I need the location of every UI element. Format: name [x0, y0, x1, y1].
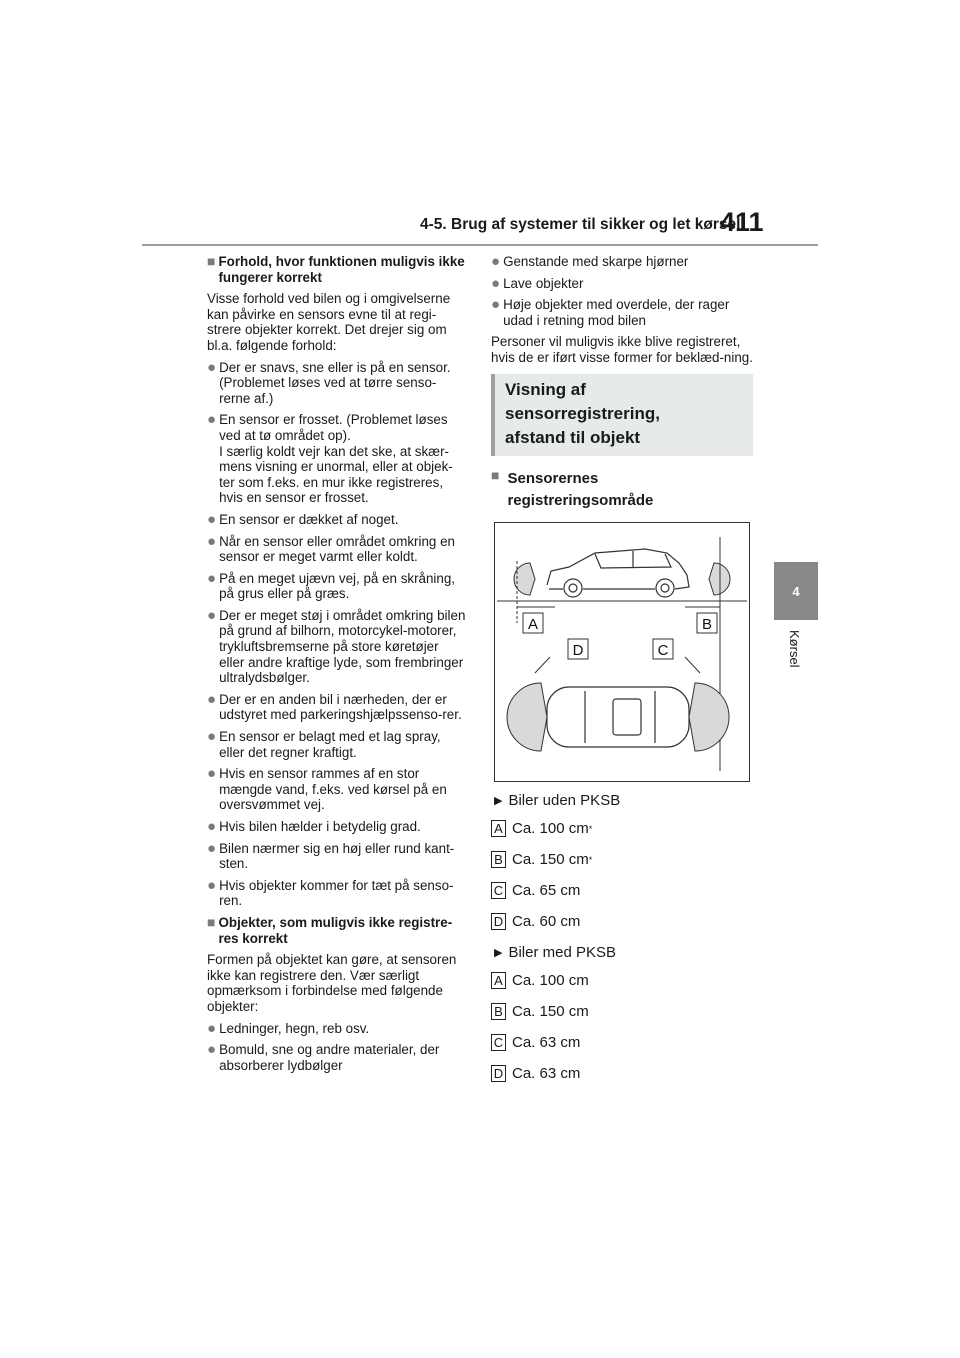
variant-heading: ▶ Biler uden PKSB — [491, 790, 755, 812]
right-column — [491, 254, 755, 1094]
rear-corner-zone — [689, 683, 729, 751]
sensor-diagram-svg — [495, 523, 749, 781]
list-item: ● Bilen nærmer sig en høj eller rund kant-sten. — [207, 839, 455, 872]
round-bullet-icon: ● — [491, 274, 501, 292]
list-item: ● Genstande med skarpe hjørner — [491, 253, 689, 270]
paragraph: Personer vil muligvis ikke blive registreret, hvis de er iført visse former for beklæd-ning. — [491, 334, 753, 365]
list-item: ● Der er meget støj i området omkring bilen på grund af bilhorn, motorcykel-motorer, trykluftsbremserne på store køretøjer eller andre kraftige lyde, som frembringer ultralydsbølger. — [207, 606, 466, 686]
list-item: ● Bomuld, sne og andre materialer, der absorberer lydbølger — [207, 1041, 440, 1073]
round-bullet-icon: ● — [207, 839, 217, 857]
section-heading: ■ Forhold, hvor funktionen muligvis ikke fungerer korrekt — [207, 253, 465, 285]
car-side-view-icon — [547, 549, 689, 597]
label-d: D — [572, 641, 584, 659]
round-bullet-icon: ● — [207, 510, 217, 528]
list-item: ● Der er en anden bil i nærheden, der er udstyret med parkeringshjælpssenso-rer. — [207, 690, 462, 723]
list-item: ● Der er snavs, sne eller is på en sensor. (Problemet løses ved at tørre senso-rerne af.) — [207, 358, 451, 406]
list-item: ● En sensor er belagt med et lag spray, eller det regner kraftigt. — [207, 728, 441, 760]
sub-heading: ■ Sensorernes registreringsområde — [491, 468, 755, 512]
round-bullet-icon: ● — [207, 569, 217, 587]
square-bullet-icon: ■ — [207, 253, 216, 269]
spec-row: C Ca. 65 cm — [491, 880, 755, 902]
car-top-view-icon — [547, 687, 689, 747]
label-c: C — [657, 641, 669, 659]
round-bullet-icon: ● — [207, 1041, 217, 1059]
list-item: ● En sensor er dækket af noget. — [207, 510, 399, 528]
round-bullet-icon: ● — [207, 876, 217, 894]
round-bullet-icon: ● — [207, 765, 217, 783]
list-item: ● På en meget ujævn vej, på en skråning, på grus eller på græs. — [207, 569, 456, 602]
sensor-range-diagram — [494, 522, 750, 782]
left-column — [207, 254, 467, 1079]
front-corner-zone — [507, 683, 547, 751]
spec-row: C Ca. 63 cm — [491, 1032, 755, 1054]
spec-row: A Ca. 100 cm * — [491, 818, 755, 840]
round-bullet-icon: ● — [207, 532, 217, 550]
arrow-right-icon: ▶ — [494, 946, 503, 959]
chapter-tab[interactable]: 4 — [774, 562, 818, 620]
header-divider — [142, 244, 818, 246]
list-item: ● En sensor er frosset. (Problemet løses ved at tø området op). I særlig koldt vejr kan det ske, at skær-mens visning er unormal, eller at objek-ter som f.eks. en mur ikke registreres, hvis en sensor er frosset. — [207, 411, 453, 506]
spec-row: D Ca. 60 cm — [491, 911, 755, 933]
list-item: ● Hvis en sensor rammes af en stor mængde vand, f.eks. ved kørsel på en oversvømmet vej. — [207, 765, 447, 813]
spec-row: A Ca. 100 cm — [491, 970, 755, 992]
label-b: B — [701, 615, 713, 633]
round-bullet-icon: ● — [207, 358, 217, 376]
list-item: ● Hvis objekter kommer for tæt på senso-ren. — [207, 876, 454, 909]
round-bullet-icon: ● — [491, 296, 501, 314]
square-bullet-icon: ■ — [207, 913, 216, 930]
list-item: ● Hvis bilen hælder i betydelig grad. — [207, 818, 421, 835]
round-bullet-icon: ● — [207, 728, 217, 746]
round-bullet-icon: ● — [207, 690, 217, 708]
arrow-right-icon: ▶ — [494, 794, 503, 807]
list-item: ● Når en sensor eller området omkring en sensor er meget varmt eller koldt. — [207, 532, 455, 565]
spec-row: B Ca. 150 cm * — [491, 849, 755, 871]
spec-row: D Ca. 63 cm — [491, 1063, 755, 1085]
section-heading: ■ Objekter, som muligvis ikke registre-res korrekt — [207, 913, 453, 946]
list-item: ● Lave objekter — [491, 274, 584, 292]
label-a: A — [527, 615, 539, 633]
paragraph: Visse forhold ved bilen og i omgivelserne kan påvirke en sensors evne til at regi-strere objekter korrekt. Det drejer sig om bl.a. følgende forhold: — [207, 291, 451, 353]
round-bullet-icon: ● — [491, 253, 501, 270]
page-number: 411 — [720, 207, 764, 237]
chapter-section-title: 4-5. Brug af systemer til sikker og let kørsel — [420, 216, 741, 233]
round-bullet-icon: ● — [207, 818, 217, 835]
section-title-box: Visning af sensorregistrering, afstand til objekt — [491, 374, 753, 456]
paragraph: Formen på objektet kan gøre, at sensoren ikke kan registrere den. Vær særligt opmærksom i forbindelse med følgende objekter: — [207, 952, 457, 1014]
square-bullet-icon: ■ — [491, 466, 500, 483]
list-item: ● Ledninger, hegn, reb osv. — [207, 1019, 370, 1037]
round-bullet-icon: ● — [207, 1019, 217, 1037]
variant-heading: ▶ Biler med PKSB — [491, 942, 755, 964]
spec-row: B Ca. 150 cm — [491, 1001, 755, 1023]
chapter-label: Kørsel — [787, 630, 802, 668]
round-bullet-icon: ● — [207, 411, 217, 429]
list-item: ● Høje objekter med overdele, der rager udad i retning mod bilen — [491, 296, 730, 328]
round-bullet-icon: ● — [207, 606, 217, 624]
